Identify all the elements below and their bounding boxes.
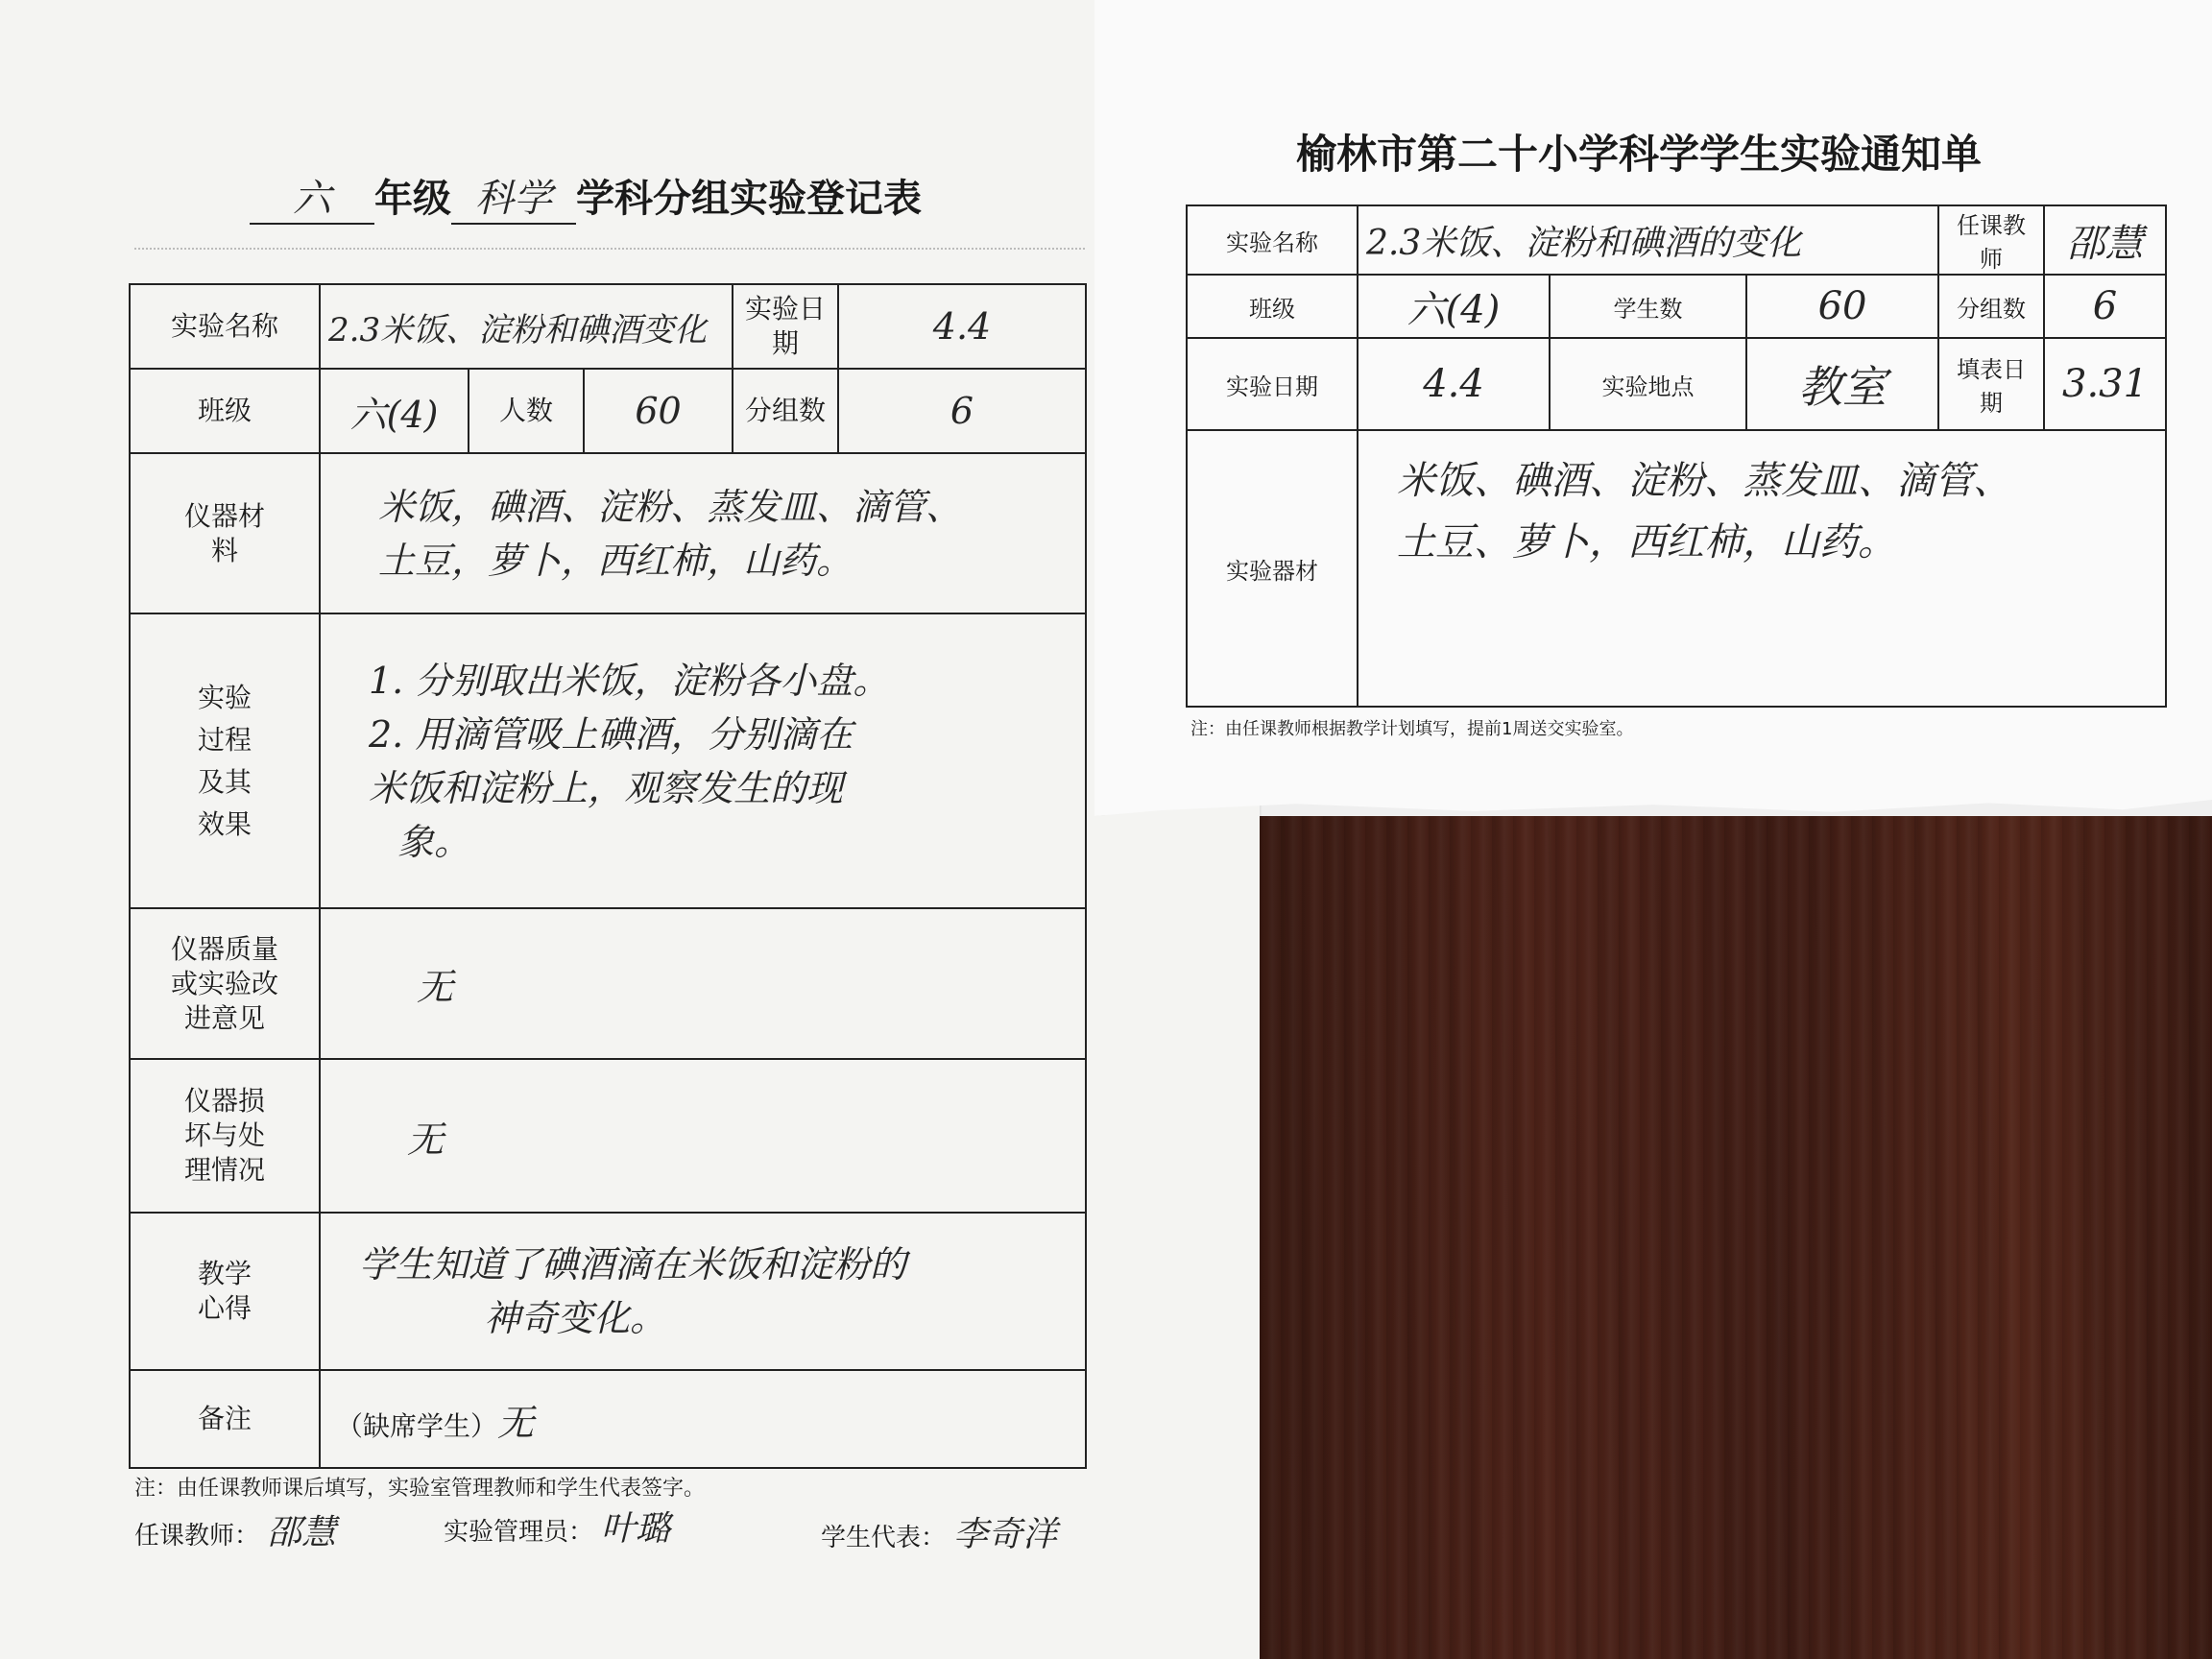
- admin-signature-label: 实验管理员：: [444, 1518, 594, 1547]
- table-row: [130, 1213, 1086, 1370]
- teacher-signature-value: 邵慧: [267, 1513, 337, 1552]
- label-notice-location: 实验地点: [1550, 338, 1746, 430]
- process-line: 米饭和淀粉上，观察发生的现: [369, 766, 844, 809]
- value-notice-students: 60: [1746, 275, 1938, 338]
- label-class: 班级: [130, 369, 320, 453]
- equipment-line: 米饭、碘酒、淀粉、蒸发皿、滴管、: [1397, 459, 2011, 503]
- reflection-line: 学生知道了碘酒滴在米饭和淀粉的: [359, 1243, 907, 1286]
- value-damage: 无: [320, 1059, 1086, 1213]
- title-grade-suffix: 年级: [374, 177, 451, 221]
- teacher-signature-label: 任课教师：: [134, 1522, 260, 1551]
- label-groups: 分组数: [733, 369, 838, 453]
- label-notice-teacher: 任课教师: [1938, 205, 2044, 275]
- label-notice-class: 班级: [1187, 275, 1358, 338]
- table-row: [130, 908, 1086, 1059]
- label-process: 实验过程及其效果: [130, 613, 320, 908]
- table-row: [130, 453, 1086, 613]
- admin-signature: [444, 1502, 670, 1551]
- remarks-value: 无: [497, 1401, 535, 1444]
- value-notice-class: 六(4): [1358, 275, 1550, 338]
- label-materials: 仪器材料: [130, 453, 320, 613]
- label-damage: 仪器损坏与处理情况: [130, 1059, 320, 1213]
- label-remarks: 备注: [130, 1370, 320, 1468]
- process-line: 1. 分别取出米饭，淀粉各小盘。: [369, 659, 890, 702]
- title-grade: 六: [250, 168, 374, 225]
- value-notice-name: 2.3米饭、淀粉和碘酒的变化: [1358, 205, 1938, 275]
- table-row: [130, 613, 1086, 908]
- table-row: [1187, 205, 2166, 275]
- student-signature-label: 学生代表：: [821, 1524, 947, 1552]
- value-remarks: [320, 1370, 1086, 1468]
- value-notice-location: 教室: [1746, 338, 1938, 430]
- table-row: [1187, 338, 2166, 430]
- label-notice-name: 实验名称: [1187, 205, 1358, 275]
- title-suffix: 学科分组实验登记表: [576, 177, 922, 221]
- label-people: 人数: [469, 369, 584, 453]
- value-improve: 无: [320, 908, 1086, 1059]
- label-notice-date: 实验日期: [1187, 338, 1358, 430]
- value-materials: [320, 453, 1086, 613]
- process-line: 2. 用滴管吸上碘酒，分别滴在: [369, 712, 854, 756]
- value-people: 60: [584, 369, 733, 453]
- notice-table: [1186, 204, 2167, 708]
- title-subject: 科学: [451, 168, 576, 225]
- materials-line: 土豆，萝卜，西红柿，山药。: [378, 539, 854, 582]
- label-experiment-date: 实验日期: [733, 284, 838, 369]
- notice-note: 注：由任课教师根据教学计划填写，提前1周送交实验室。: [1190, 719, 1634, 739]
- value-notice-equipment: [1358, 430, 2166, 707]
- dotted-divider: [134, 248, 1085, 250]
- registration-note: 注：由任课教师课后填写，实验室管理教师和学生代表签字。: [134, 1477, 706, 1501]
- value-class: 六(4): [320, 369, 469, 453]
- teacher-signature: [134, 1505, 336, 1554]
- value-groups: 6: [838, 369, 1086, 453]
- value-process: [320, 613, 1086, 908]
- table-row: [130, 369, 1086, 453]
- student-signature-value: 李奇洋: [953, 1515, 1058, 1554]
- admin-signature-value: 叶璐: [601, 1509, 671, 1549]
- value-notice-groups: 6: [2044, 275, 2166, 338]
- value-notice-date: 4.4: [1358, 338, 1550, 430]
- label-improve: 仪器质量或实验改进意见: [130, 908, 320, 1059]
- student-signature: [821, 1507, 1057, 1556]
- value-experiment-date: 4.4: [838, 284, 1086, 369]
- table-row: [130, 1370, 1086, 1468]
- value-reflection: [320, 1213, 1086, 1370]
- table-row: [130, 1059, 1086, 1213]
- table-row: [1187, 430, 2166, 707]
- label-reflection: 教学心得: [130, 1213, 320, 1370]
- remarks-prefix: （缺席学生）: [336, 1409, 498, 1442]
- label-notice-fill-date: 填表日期: [1938, 338, 2044, 430]
- label-notice-groups: 分组数: [1938, 275, 2044, 338]
- table-row: [1187, 275, 2166, 338]
- notice-form-title: 榆林市第二十小学科学学生实验通知单: [1296, 131, 1983, 178]
- registration-table: [129, 283, 1087, 1469]
- registration-form-title: [250, 168, 922, 225]
- value-notice-fill-date: 3.31: [2044, 338, 2166, 430]
- label-notice-equipment: 实验器材: [1187, 430, 1358, 707]
- wooden-table-background: [1260, 816, 2212, 1659]
- label-notice-students: 学生数: [1550, 275, 1746, 338]
- table-row: [130, 284, 1086, 369]
- reflection-line: 神奇变化。: [484, 1297, 667, 1339]
- process-line: 象。: [397, 820, 471, 863]
- equipment-line: 土豆、萝卜，西红柿，山药。: [1397, 520, 1896, 565]
- value-experiment-name: 2.3米饭、淀粉和碘酒变化: [320, 284, 733, 369]
- label-experiment-name: 实验名称: [130, 284, 320, 369]
- materials-line: 米饭，碘酒、淀粉、蒸发皿、滴管、: [378, 485, 963, 528]
- value-notice-teacher: 邵慧: [2044, 205, 2166, 275]
